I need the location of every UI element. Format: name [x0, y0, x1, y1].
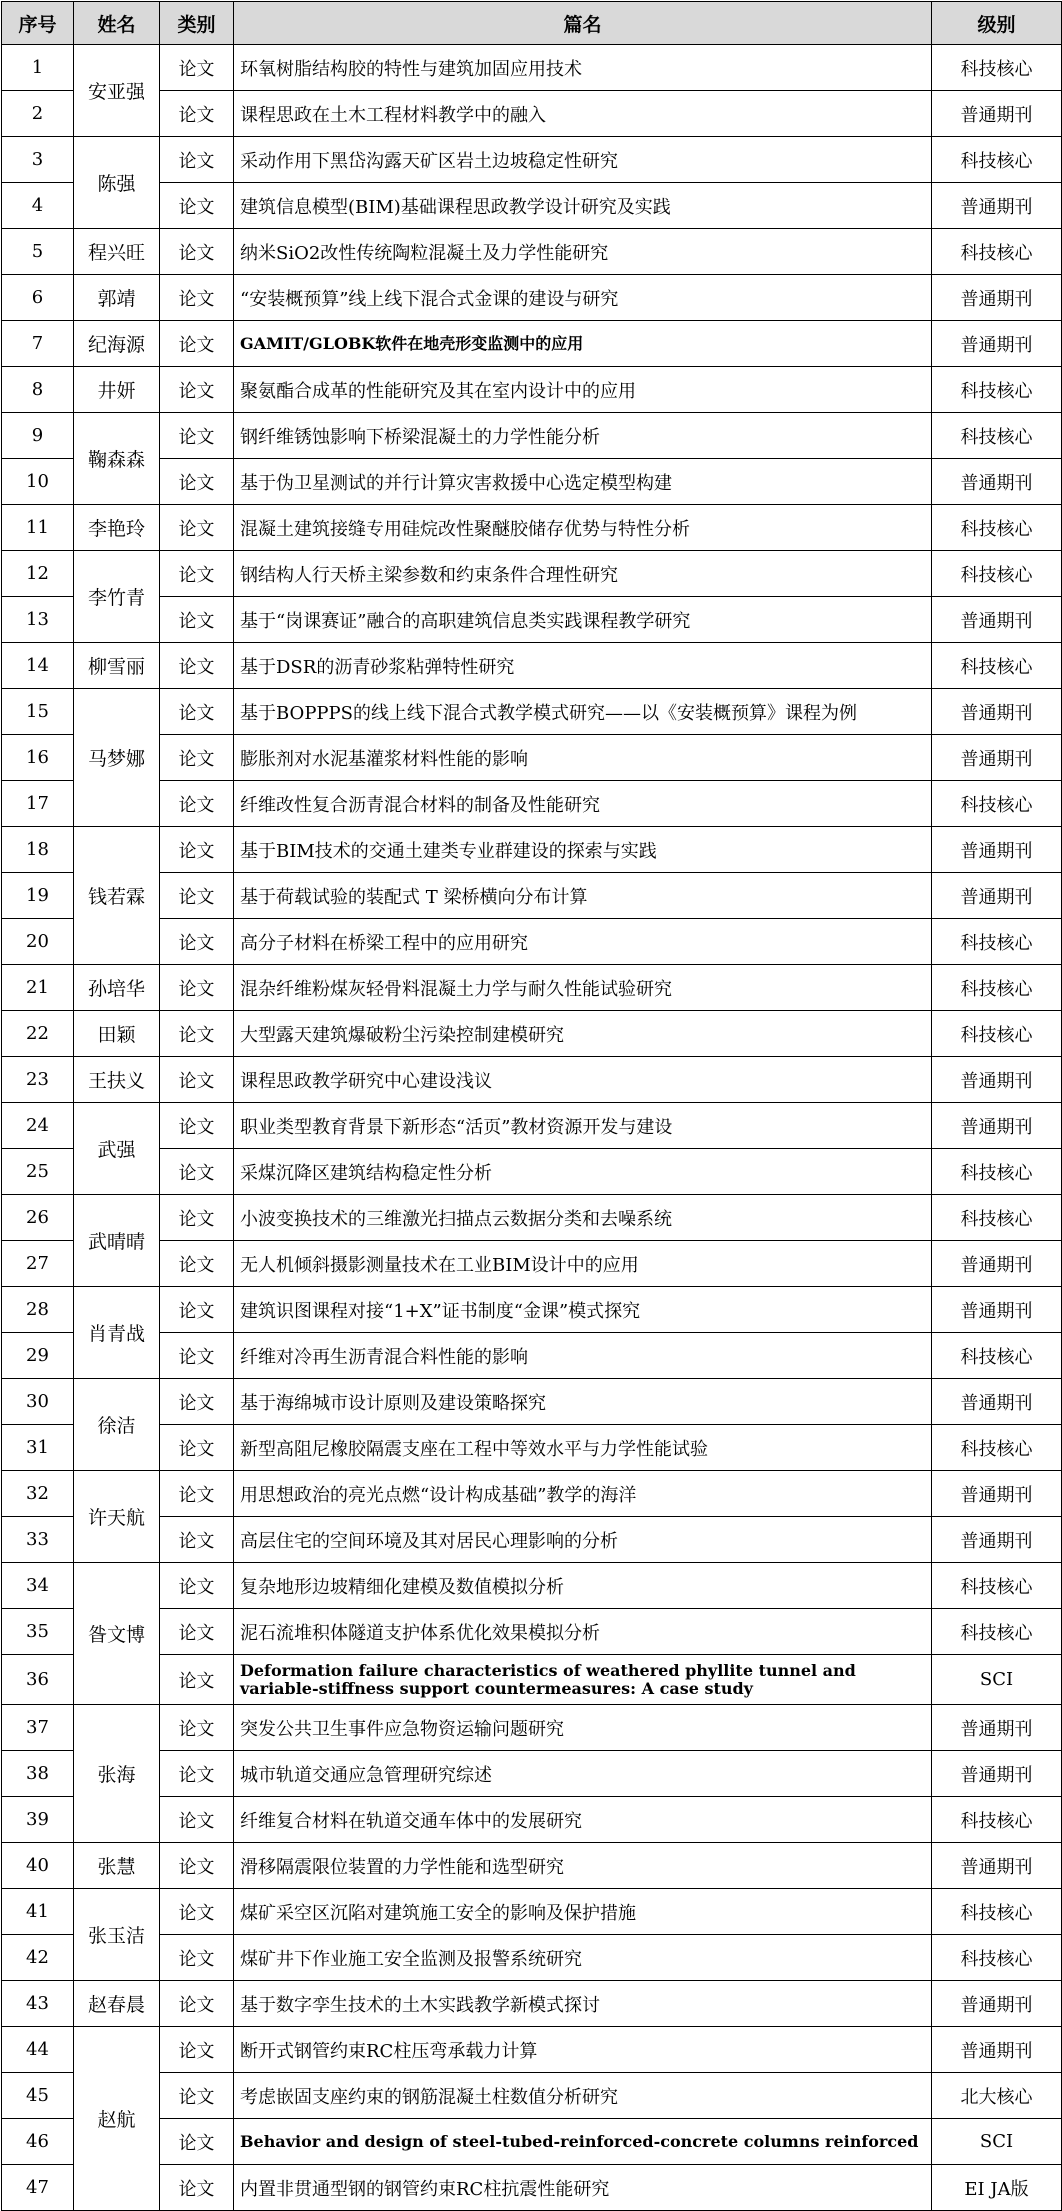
- paper-title: 城市轨道交通应急管理研究综述: [234, 1751, 932, 1797]
- paper-category: 论文: [160, 1149, 234, 1195]
- paper-category: 论文: [160, 1195, 234, 1241]
- paper-level: 普通期刊: [932, 689, 1062, 735]
- paper-level: 普通期刊: [932, 1471, 1062, 1517]
- header-level: 级别: [932, 2, 1062, 45]
- paper-level: 科技核心: [932, 137, 1062, 183]
- table-row: [2, 781, 1062, 827]
- paper-level: 普通期刊: [932, 275, 1062, 321]
- table-row: [2, 1751, 1062, 1797]
- paper-category: 论文: [160, 873, 234, 919]
- author-name: 程兴旺: [74, 229, 160, 275]
- paper-category: 论文: [160, 45, 234, 91]
- paper-category: 论文: [160, 1797, 234, 1843]
- header-no: 序号: [2, 2, 74, 45]
- paper-category: 论文: [160, 1379, 234, 1425]
- paper-category: 论文: [160, 2027, 234, 2073]
- author-name: 张海: [74, 1705, 160, 1843]
- paper-category: 论文: [160, 827, 234, 873]
- paper-title: 高层住宅的空间环境及其对居民心理影响的分析: [234, 1517, 932, 1563]
- table-row: [2, 459, 1062, 505]
- table-row: [2, 689, 1062, 735]
- row-number: 36: [2, 1655, 74, 1705]
- table-row: [2, 827, 1062, 873]
- paper-level: 科技核心: [932, 919, 1062, 965]
- row-number: 13: [2, 597, 74, 643]
- table-row: [2, 1287, 1062, 1333]
- paper-title: 课程思政在土木工程材料教学中的融入: [234, 91, 932, 137]
- paper-title: 纤维改性复合沥青混合材料的制备及性能研究: [234, 781, 932, 827]
- paper-level: 科技核心: [932, 1149, 1062, 1195]
- table-header: [2, 2, 1062, 45]
- paper-category: 论文: [160, 1471, 234, 1517]
- paper-level: 普通期刊: [932, 183, 1062, 229]
- table-row: [2, 275, 1062, 321]
- table-row: [2, 1563, 1062, 1609]
- row-number: 33: [2, 1517, 74, 1563]
- paper-level: 普通期刊: [932, 459, 1062, 505]
- paper-level: 科技核心: [932, 551, 1062, 597]
- table-row: [2, 1011, 1062, 1057]
- paper-category: 论文: [160, 505, 234, 551]
- paper-level: 普通期刊: [932, 1379, 1062, 1425]
- table-row: [2, 183, 1062, 229]
- paper-level: 普通期刊: [932, 91, 1062, 137]
- row-number: 7: [2, 321, 74, 367]
- paper-category: 论文: [160, 137, 234, 183]
- paper-level: 普通期刊: [932, 321, 1062, 367]
- paper-title: 基于“岗课赛证”融合的高职建筑信息类实践课程教学研究: [234, 597, 932, 643]
- paper-category: 论文: [160, 551, 234, 597]
- paper-title: 断开式钢管约束RC柱压弯承载力计算: [234, 2027, 932, 2073]
- table-row: [2, 1517, 1062, 1563]
- table-row: [2, 2073, 1062, 2119]
- paper-level: 普通期刊: [932, 597, 1062, 643]
- row-number: 24: [2, 1103, 74, 1149]
- paper-level: 科技核心: [932, 1011, 1062, 1057]
- paper-level: 普通期刊: [932, 1751, 1062, 1797]
- row-number: 40: [2, 1843, 74, 1889]
- author-name: 肖青战: [74, 1287, 160, 1379]
- author-name: 赵航: [74, 2027, 160, 2211]
- paper-level: 北大核心: [932, 2073, 1062, 2119]
- paper-level: 普通期刊: [932, 1981, 1062, 2027]
- header-category: 类别: [160, 2, 234, 45]
- table-row: [2, 1195, 1062, 1241]
- paper-title: 大型露天建筑爆破粉尘污染控制建模研究: [234, 1011, 932, 1057]
- paper-level: 科技核心: [932, 1889, 1062, 1935]
- author-name: 徐洁: [74, 1379, 160, 1471]
- paper-title: 用思想政治的亮光点燃“设计构成基础”教学的海洋: [234, 1471, 932, 1517]
- paper-category: 论文: [160, 183, 234, 229]
- author-name: 昝文博: [74, 1563, 160, 1705]
- paper-title: 建筑识图课程对接“1+X”证书制度“金课”模式探究: [234, 1287, 932, 1333]
- row-number: 32: [2, 1471, 74, 1517]
- paper-category: 论文: [160, 1103, 234, 1149]
- paper-level: 普通期刊: [932, 1057, 1062, 1103]
- paper-title: 泥石流堆积体隧道支护体系优化效果模拟分析: [234, 1609, 932, 1655]
- row-number: 38: [2, 1751, 74, 1797]
- table-row: [2, 1935, 1062, 1981]
- table-row: [2, 1843, 1062, 1889]
- paper-category: 论文: [160, 1057, 234, 1103]
- row-number: 19: [2, 873, 74, 919]
- paper-title: 新型高阻尼橡胶隔震支座在工程中等效水平与力学性能试验: [234, 1425, 932, 1471]
- row-number: 47: [2, 2165, 74, 2211]
- paper-title: 建筑信息模型(BIM)基础课程思政教学设计研究及实践: [234, 183, 932, 229]
- paper-category: 论文: [160, 735, 234, 781]
- paper-level: 科技核心: [932, 965, 1062, 1011]
- paper-level: SCI: [932, 2119, 1062, 2165]
- paper-title: 纤维复合材料在轨道交通车体中的发展研究: [234, 1797, 932, 1843]
- author-name: 张慧: [74, 1843, 160, 1889]
- paper-title: 小波变换技术的三维激光扫描点云数据分类和去噪系统: [234, 1195, 932, 1241]
- paper-category: 论文: [160, 965, 234, 1011]
- row-number: 41: [2, 1889, 74, 1935]
- row-number: 22: [2, 1011, 74, 1057]
- paper-title: 高分子材料在桥梁工程中的应用研究: [234, 919, 932, 965]
- row-number: 11: [2, 505, 74, 551]
- row-number: 46: [2, 2119, 74, 2165]
- author-name: 许天航: [74, 1471, 160, 1563]
- row-number: 27: [2, 1241, 74, 1287]
- row-number: 15: [2, 689, 74, 735]
- paper-level: 科技核心: [932, 229, 1062, 275]
- row-number: 16: [2, 735, 74, 781]
- paper-category: 论文: [160, 1843, 234, 1889]
- table-row: [2, 413, 1062, 459]
- row-number: 25: [2, 1149, 74, 1195]
- row-number: 35: [2, 1609, 74, 1655]
- table-row: [2, 2165, 1062, 2211]
- author-name: 武晴晴: [74, 1195, 160, 1287]
- paper-title: 考虑嵌固支座约束的钢筋混凝土柱数值分析研究: [234, 2073, 932, 2119]
- table-row: [2, 1057, 1062, 1103]
- table-row: [2, 919, 1062, 965]
- row-number: 28: [2, 1287, 74, 1333]
- author-name: 李竹青: [74, 551, 160, 643]
- row-number: 4: [2, 183, 74, 229]
- table-row: [2, 505, 1062, 551]
- paper-level: 科技核心: [932, 781, 1062, 827]
- paper-level: 普通期刊: [932, 1103, 1062, 1149]
- paper-level: 普通期刊: [932, 1705, 1062, 1751]
- author-name: 井妍: [74, 367, 160, 413]
- row-number: 45: [2, 2073, 74, 2119]
- paper-title: 基于海绵城市设计原则及建设策略探究: [234, 1379, 932, 1425]
- row-number: 26: [2, 1195, 74, 1241]
- paper-title: 纳米SiO2改性传统陶粒混凝土及力学性能研究: [234, 229, 932, 275]
- paper-title: 基于DSR的沥青砂浆粘弹特性研究: [234, 643, 932, 689]
- paper-title: 基于BOPPPS的线上线下混合式教学模式研究——以《安装概预算》课程为例: [234, 689, 932, 735]
- author-name: 张玉洁: [74, 1889, 160, 1981]
- table-row: [2, 2027, 1062, 2073]
- row-number: 37: [2, 1705, 74, 1751]
- paper-category: 论文: [160, 2119, 234, 2165]
- author-name: 安亚强: [74, 45, 160, 137]
- paper-level: 普通期刊: [932, 873, 1062, 919]
- row-number: 8: [2, 367, 74, 413]
- paper-title: 纤维对冷再生沥青混合料性能的影响: [234, 1333, 932, 1379]
- paper-category: 论文: [160, 919, 234, 965]
- table-row: [2, 91, 1062, 137]
- author-name: 柳雪丽: [74, 643, 160, 689]
- paper-category: 论文: [160, 1935, 234, 1981]
- paper-title: 基于荷载试验的装配式 T 梁桥横向分布计算: [234, 873, 932, 919]
- paper-level: 科技核心: [932, 643, 1062, 689]
- paper-category: 论文: [160, 1751, 234, 1797]
- header-name: 姓名: [74, 2, 160, 45]
- row-number: 23: [2, 1057, 74, 1103]
- table-row: [2, 45, 1062, 91]
- paper-level: 科技核心: [932, 1333, 1062, 1379]
- row-number: 5: [2, 229, 74, 275]
- table-row: [2, 1609, 1062, 1655]
- paper-title: Deformation failure characteristics of weathered phyllite tunnel and variable-stiffness support countermeasures: A case study: [234, 1655, 932, 1705]
- author-name: 李艳玲: [74, 505, 160, 551]
- paper-category: 论文: [160, 1705, 234, 1751]
- paper-title: 基于伪卫星测试的并行计算灾害救援中心选定模型构建: [234, 459, 932, 505]
- paper-category: 论文: [160, 459, 234, 505]
- table-row: [2, 1425, 1062, 1471]
- table-body: [2, 45, 1062, 2211]
- paper-title: 采煤沉降区建筑结构稳定性分析: [234, 1149, 932, 1195]
- row-number: 44: [2, 2027, 74, 2073]
- table-row: [2, 137, 1062, 183]
- paper-title: 复杂地形边坡精细化建模及数值模拟分析: [234, 1563, 932, 1609]
- paper-category: 论文: [160, 1563, 234, 1609]
- paper-title: 环氧树脂结构胶的特性与建筑加固应用技术: [234, 45, 932, 91]
- paper-category: 论文: [160, 229, 234, 275]
- header-row: [2, 2, 1062, 45]
- paper-title: 内置非贯通型钢的钢管约束RC柱抗震性能研究: [234, 2165, 932, 2211]
- paper-category: 论文: [160, 781, 234, 827]
- author-name: 鞠森森: [74, 413, 160, 505]
- paper-category: 论文: [160, 321, 234, 367]
- paper-title: Behavior and design of steel-tubed-reinforced-concrete columns reinforced: [234, 2119, 932, 2165]
- author-name: 郭靖: [74, 275, 160, 321]
- paper-category: 论文: [160, 1609, 234, 1655]
- table-row: [2, 1705, 1062, 1751]
- row-number: 17: [2, 781, 74, 827]
- paper-level: 科技核心: [932, 1797, 1062, 1843]
- table-row: [2, 1471, 1062, 1517]
- paper-title: “安装概预算”线上线下混合式金课的建设与研究: [234, 275, 932, 321]
- paper-category: 论文: [160, 1241, 234, 1287]
- table-row: [2, 965, 1062, 1011]
- table-row: [2, 367, 1062, 413]
- paper-category: 论文: [160, 1287, 234, 1333]
- paper-title: 聚氨酯合成革的性能研究及其在室内设计中的应用: [234, 367, 932, 413]
- table-row: [2, 1103, 1062, 1149]
- paper-title: 钢结构人行天桥主梁参数和约束条件合理性研究: [234, 551, 932, 597]
- row-number: 31: [2, 1425, 74, 1471]
- paper-category: 论文: [160, 413, 234, 459]
- table-row: [2, 551, 1062, 597]
- paper-category: 论文: [160, 2073, 234, 2119]
- table-row: [2, 1333, 1062, 1379]
- author-name: 马梦娜: [74, 689, 160, 827]
- paper-title: 突发公共卫生事件应急物资运输问题研究: [234, 1705, 932, 1751]
- row-number: 14: [2, 643, 74, 689]
- paper-title: 基于数字孪生技术的土木实践教学新模式探讨: [234, 1981, 932, 2027]
- paper-title: 膨胀剂对水泥基灌浆材料性能的影响: [234, 735, 932, 781]
- paper-title: 职业类型教育背景下新形态“活页”教材资源开发与建设: [234, 1103, 932, 1149]
- row-number: 21: [2, 965, 74, 1011]
- paper-category: 论文: [160, 2165, 234, 2211]
- paper-level: 普通期刊: [932, 827, 1062, 873]
- paper-level: 普通期刊: [932, 2027, 1062, 2073]
- paper-title: GAMIT/GLOBK软件在地壳形变监测中的应用: [234, 321, 932, 367]
- paper-category: 论文: [160, 1011, 234, 1057]
- paper-level: 科技核心: [932, 1425, 1062, 1471]
- paper-level: SCI: [932, 1655, 1062, 1705]
- paper-title: 混杂纤维粉煤灰轻骨料混凝土力学与耐久性能试验研究: [234, 965, 932, 1011]
- paper-title: 课程思政教学研究中心建设浅议: [234, 1057, 932, 1103]
- paper-title: 煤矿采空区沉陷对建筑施工安全的影响及保护措施: [234, 1889, 932, 1935]
- paper-title: 滑移隔震限位装置的力学性能和选型研究: [234, 1843, 932, 1889]
- author-name: 王扶义: [74, 1057, 160, 1103]
- paper-title: 基于BIM技术的交通土建类专业群建设的探索与实践: [234, 827, 932, 873]
- row-number: 1: [2, 45, 74, 91]
- paper-category: 论文: [160, 597, 234, 643]
- paper-category: 论文: [160, 1981, 234, 2027]
- paper-level: 科技核心: [932, 1195, 1062, 1241]
- paper-title: 煤矿井下作业施工安全监测及报警系统研究: [234, 1935, 932, 1981]
- paper-level: 科技核心: [932, 505, 1062, 551]
- author-name: 田颖: [74, 1011, 160, 1057]
- paper-category: 论文: [160, 367, 234, 413]
- header-title: 篇名: [234, 2, 932, 45]
- paper-category: 论文: [160, 643, 234, 689]
- table-row: [2, 735, 1062, 781]
- paper-category: 论文: [160, 1655, 234, 1705]
- paper-category: 论文: [160, 689, 234, 735]
- paper-level: 科技核心: [932, 367, 1062, 413]
- table-row: [2, 597, 1062, 643]
- table-row: [2, 1379, 1062, 1425]
- paper-category: 论文: [160, 1889, 234, 1935]
- paper-level: 科技核心: [932, 413, 1062, 459]
- row-number: 3: [2, 137, 74, 183]
- author-name: 钱若霖: [74, 827, 160, 965]
- row-number: 29: [2, 1333, 74, 1379]
- row-number: 34: [2, 1563, 74, 1609]
- table-row: [2, 2119, 1062, 2165]
- paper-title: 无人机倾斜摄影测量技术在工业BIM设计中的应用: [234, 1241, 932, 1287]
- table-row: [2, 643, 1062, 689]
- table-row: [2, 1981, 1062, 2027]
- paper-level: 普通期刊: [932, 1843, 1062, 1889]
- row-number: 43: [2, 1981, 74, 2027]
- table-row: [2, 229, 1062, 275]
- row-number: 12: [2, 551, 74, 597]
- paper-title: 采动作用下黑岱沟露天矿区岩土边坡稳定性研究: [234, 137, 932, 183]
- paper-category: 论文: [160, 275, 234, 321]
- author-name: 武强: [74, 1103, 160, 1195]
- paper-title: 混凝土建筑接缝专用硅烷改性聚醚胶储存优势与特性分析: [234, 505, 932, 551]
- row-number: 18: [2, 827, 74, 873]
- row-number: 2: [2, 91, 74, 137]
- author-name: 纪海源: [74, 321, 160, 367]
- paper-category: 论文: [160, 1425, 234, 1471]
- author-name: 陈强: [74, 137, 160, 229]
- paper-title: 钢纤维锈蚀影响下桥梁混凝土的力学性能分析: [234, 413, 932, 459]
- row-number: 10: [2, 459, 74, 505]
- table-row: [2, 1889, 1062, 1935]
- author-name: 孙培华: [74, 965, 160, 1011]
- row-number: 9: [2, 413, 74, 459]
- paper-level: 科技核心: [932, 45, 1062, 91]
- table-row: [2, 873, 1062, 919]
- row-number: 42: [2, 1935, 74, 1981]
- paper-category: 论文: [160, 1517, 234, 1563]
- table-row: [2, 1655, 1062, 1705]
- table-row: [2, 1241, 1062, 1287]
- row-number: 6: [2, 275, 74, 321]
- paper-level: 普通期刊: [932, 1287, 1062, 1333]
- paper-category: 论文: [160, 91, 234, 137]
- table-row: [2, 1797, 1062, 1843]
- row-number: 39: [2, 1797, 74, 1843]
- row-number: 20: [2, 919, 74, 965]
- table-row: [2, 321, 1062, 367]
- paper-category: 论文: [160, 1333, 234, 1379]
- paper-level: 科技核心: [932, 1563, 1062, 1609]
- paper-level: 普通期刊: [932, 1517, 1062, 1563]
- row-number: 30: [2, 1379, 74, 1425]
- paper-level: 科技核心: [932, 1609, 1062, 1655]
- paper-level: EI JA版: [932, 2165, 1062, 2211]
- paper-level: 科技核心: [932, 1935, 1062, 1981]
- paper-level: 普通期刊: [932, 735, 1062, 781]
- table-row: [2, 1149, 1062, 1195]
- publication-table: [1, 1, 1062, 2211]
- author-name: 赵春晨: [74, 1981, 160, 2027]
- paper-level: 普通期刊: [932, 1241, 1062, 1287]
